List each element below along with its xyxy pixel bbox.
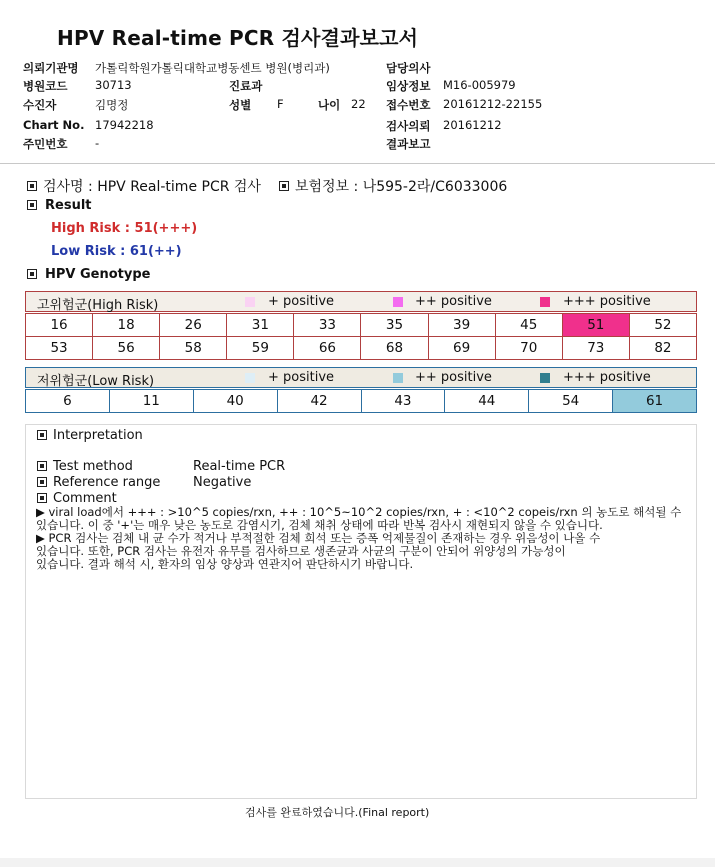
legend-double-plus: ++ positive — [415, 370, 492, 385]
receipt-no-value: 20161212-22155 — [443, 97, 543, 111]
high-risk-cell: 18 — [93, 314, 160, 337]
legend-triple-plus: +++ positive — [563, 370, 651, 385]
department-label: 진료과 — [229, 79, 263, 93]
high-risk-header — [25, 291, 697, 312]
low-risk-cell: 61 — [613, 390, 697, 413]
legend-plus: + positive — [268, 294, 335, 309]
high-risk-cell: 82 — [629, 337, 696, 360]
test-name-value: HPV Real-time PCR 검사 — [97, 179, 261, 195]
high-risk-genotype-table — [25, 291, 697, 358]
high-risk-cell: 68 — [361, 337, 428, 360]
comment-row — [37, 491, 117, 506]
legend-double-plus: ++ positive — [415, 294, 492, 309]
age-value: 22 — [351, 97, 366, 111]
comment-line: 있습니다. 이 중 '+'는 매우 낮은 농도로 감염시기, 검체 채취 상태에 따라 반복 검사시 재현되지 않을 수 있습니다. — [36, 518, 603, 532]
high-risk-row — [26, 337, 697, 360]
high-risk-cell: 26 — [160, 314, 227, 337]
high-risk-cell: 35 — [361, 314, 428, 337]
low-risk-grid — [25, 389, 697, 413]
checkbox-square-icon — [27, 181, 37, 191]
chart-no-label: Chart No. — [23, 118, 85, 132]
low-risk-cell: 6 — [26, 390, 110, 413]
comment-line: 있습니다. 또한, PCR 검사는 유전자 유무를 검사하므로 생존균과 사균의 구분이 안되어 위양성의 가능성이 — [36, 544, 566, 558]
result-heading-label: Result — [45, 198, 92, 213]
header-divider — [0, 163, 715, 164]
insurance-label: 보험정보 : — [294, 179, 359, 195]
checkbox-square-icon — [37, 493, 47, 503]
high-risk-cell: 31 — [227, 314, 294, 337]
double-plus-swatch-icon — [393, 297, 403, 307]
double-plus-swatch-icon — [393, 373, 403, 383]
hospital-code-label: 병원코드 — [23, 79, 68, 93]
high-risk-cell: 39 — [428, 314, 495, 337]
chart-no-value: 17942218 — [95, 118, 154, 132]
attending-doctor-label: 담당의사 — [386, 61, 431, 75]
requesting-org-label: 의뢰기관명 — [23, 61, 79, 75]
checkbox-square-icon — [27, 200, 37, 210]
high-risk-cell: 52 — [629, 314, 696, 337]
comment-line: ▶ viral load에서 +++ : >10^5 copies/rxn, ++ : 10^5~10^2 copies/rxn, + : <10^2 copeis/rxn 의 농도로 해석될 수 — [36, 505, 682, 519]
test-request-value: 20161212 — [443, 118, 502, 132]
final-report-footer: 검사를 완료하였습니다.(Final report) — [245, 806, 430, 819]
interpretation-heading — [37, 428, 143, 443]
high-risk-cell: 51 — [562, 314, 629, 337]
interpretation-label: Interpretation — [53, 428, 143, 443]
reference-range-label: Reference range — [53, 475, 161, 490]
low-risk-header — [25, 367, 697, 388]
clinical-info-label: 임상정보 — [386, 79, 431, 93]
high-risk-cell: 70 — [495, 337, 562, 360]
comment-label: Comment — [53, 491, 117, 506]
high-risk-cell: 66 — [294, 337, 361, 360]
low-risk-cell: 11 — [109, 390, 193, 413]
interpretation-box — [25, 424, 697, 799]
receipt-no-label: 접수번호 — [386, 98, 431, 112]
comment-line: 있습니다. 결과 해석 시, 환자의 임상 양상과 연관지어 판단하시기 바랍니다. — [36, 557, 414, 571]
high-risk-cell: 73 — [562, 337, 629, 360]
high-risk-title: 고위험군(High Risk) — [37, 298, 159, 313]
high-risk-cell: 69 — [428, 337, 495, 360]
sex-label: 성별 — [229, 98, 252, 112]
checkbox-square-icon — [37, 430, 47, 440]
resident-no-value: - — [95, 136, 100, 150]
resident-no-label: 주민번호 — [23, 137, 68, 151]
low-risk-genotype-table — [25, 367, 697, 413]
checkbox-square-icon — [37, 477, 47, 487]
triple-plus-swatch-icon — [540, 297, 550, 307]
test-method-row — [37, 459, 133, 474]
reference-range-value: Negative — [193, 475, 252, 490]
checkbox-square-icon — [37, 461, 47, 471]
checkbox-square-icon — [279, 181, 289, 191]
legend-triple-plus: +++ positive — [563, 294, 651, 309]
plus-swatch-icon — [245, 373, 255, 383]
age-label: 나이 — [318, 98, 341, 112]
low-risk-cell: 54 — [529, 390, 613, 413]
genotype-heading — [27, 267, 150, 282]
clinical-info-value: M16-005979 — [443, 78, 516, 92]
result-heading — [27, 198, 92, 213]
high-risk-cell: 16 — [26, 314, 93, 337]
high-risk-cell: 33 — [294, 314, 361, 337]
plus-swatch-icon — [245, 297, 255, 307]
low-risk-cell: 40 — [193, 390, 277, 413]
sex-value: F — [277, 97, 284, 111]
comment-line: ▶ PCR 검사는 검체 내 균 수가 적거나 부적절한 검체 희석 또는 증폭 억제물질이 존재하는 경우 위음성이 나올 수 — [36, 531, 601, 545]
high-risk-result: High Risk : 51(+++) — [51, 221, 198, 236]
low-risk-cell: 42 — [277, 390, 361, 413]
high-risk-cell: 58 — [160, 337, 227, 360]
test-request-label: 검사의뢰 — [386, 119, 431, 133]
legend-plus: + positive — [268, 370, 335, 385]
test-name-label: 검사명 : — [43, 179, 93, 195]
hospital-code-value: 30713 — [95, 78, 132, 92]
checkbox-square-icon — [27, 269, 37, 279]
patient-label: 수진자 — [23, 98, 57, 112]
high-risk-cell: 53 — [26, 337, 93, 360]
high-risk-row — [26, 314, 697, 337]
reference-range-row — [37, 475, 160, 490]
genotype-heading-label: HPV Genotype — [45, 267, 151, 282]
comment-text — [36, 506, 688, 571]
high-risk-cell: 59 — [227, 337, 294, 360]
low-risk-row — [26, 390, 697, 413]
low-risk-cell: 44 — [445, 390, 529, 413]
low-risk-title: 저위험군(Low Risk) — [37, 374, 155, 389]
requesting-org-value: 가톨릭학원가톨릭대학교병동센트 병원(병리과) — [95, 61, 330, 75]
high-risk-cell: 56 — [93, 337, 160, 360]
triple-plus-swatch-icon — [540, 373, 550, 383]
result-report-label: 결과보고 — [386, 137, 431, 151]
low-risk-cell: 43 — [361, 390, 445, 413]
report-title: HPV Real-time PCR 검사결과보고서 — [57, 26, 419, 50]
test-method-label: Test method — [53, 459, 133, 474]
low-risk-result: Low Risk : 61(++) — [51, 244, 182, 259]
test-info-row — [27, 176, 507, 196]
high-risk-grid — [25, 313, 697, 360]
patient-value: 김명정 — [95, 98, 129, 112]
test-method-value: Real-time PCR — [193, 459, 286, 474]
insurance-value: 나595-2라/C6033006 — [362, 179, 508, 195]
high-risk-cell: 45 — [495, 314, 562, 337]
